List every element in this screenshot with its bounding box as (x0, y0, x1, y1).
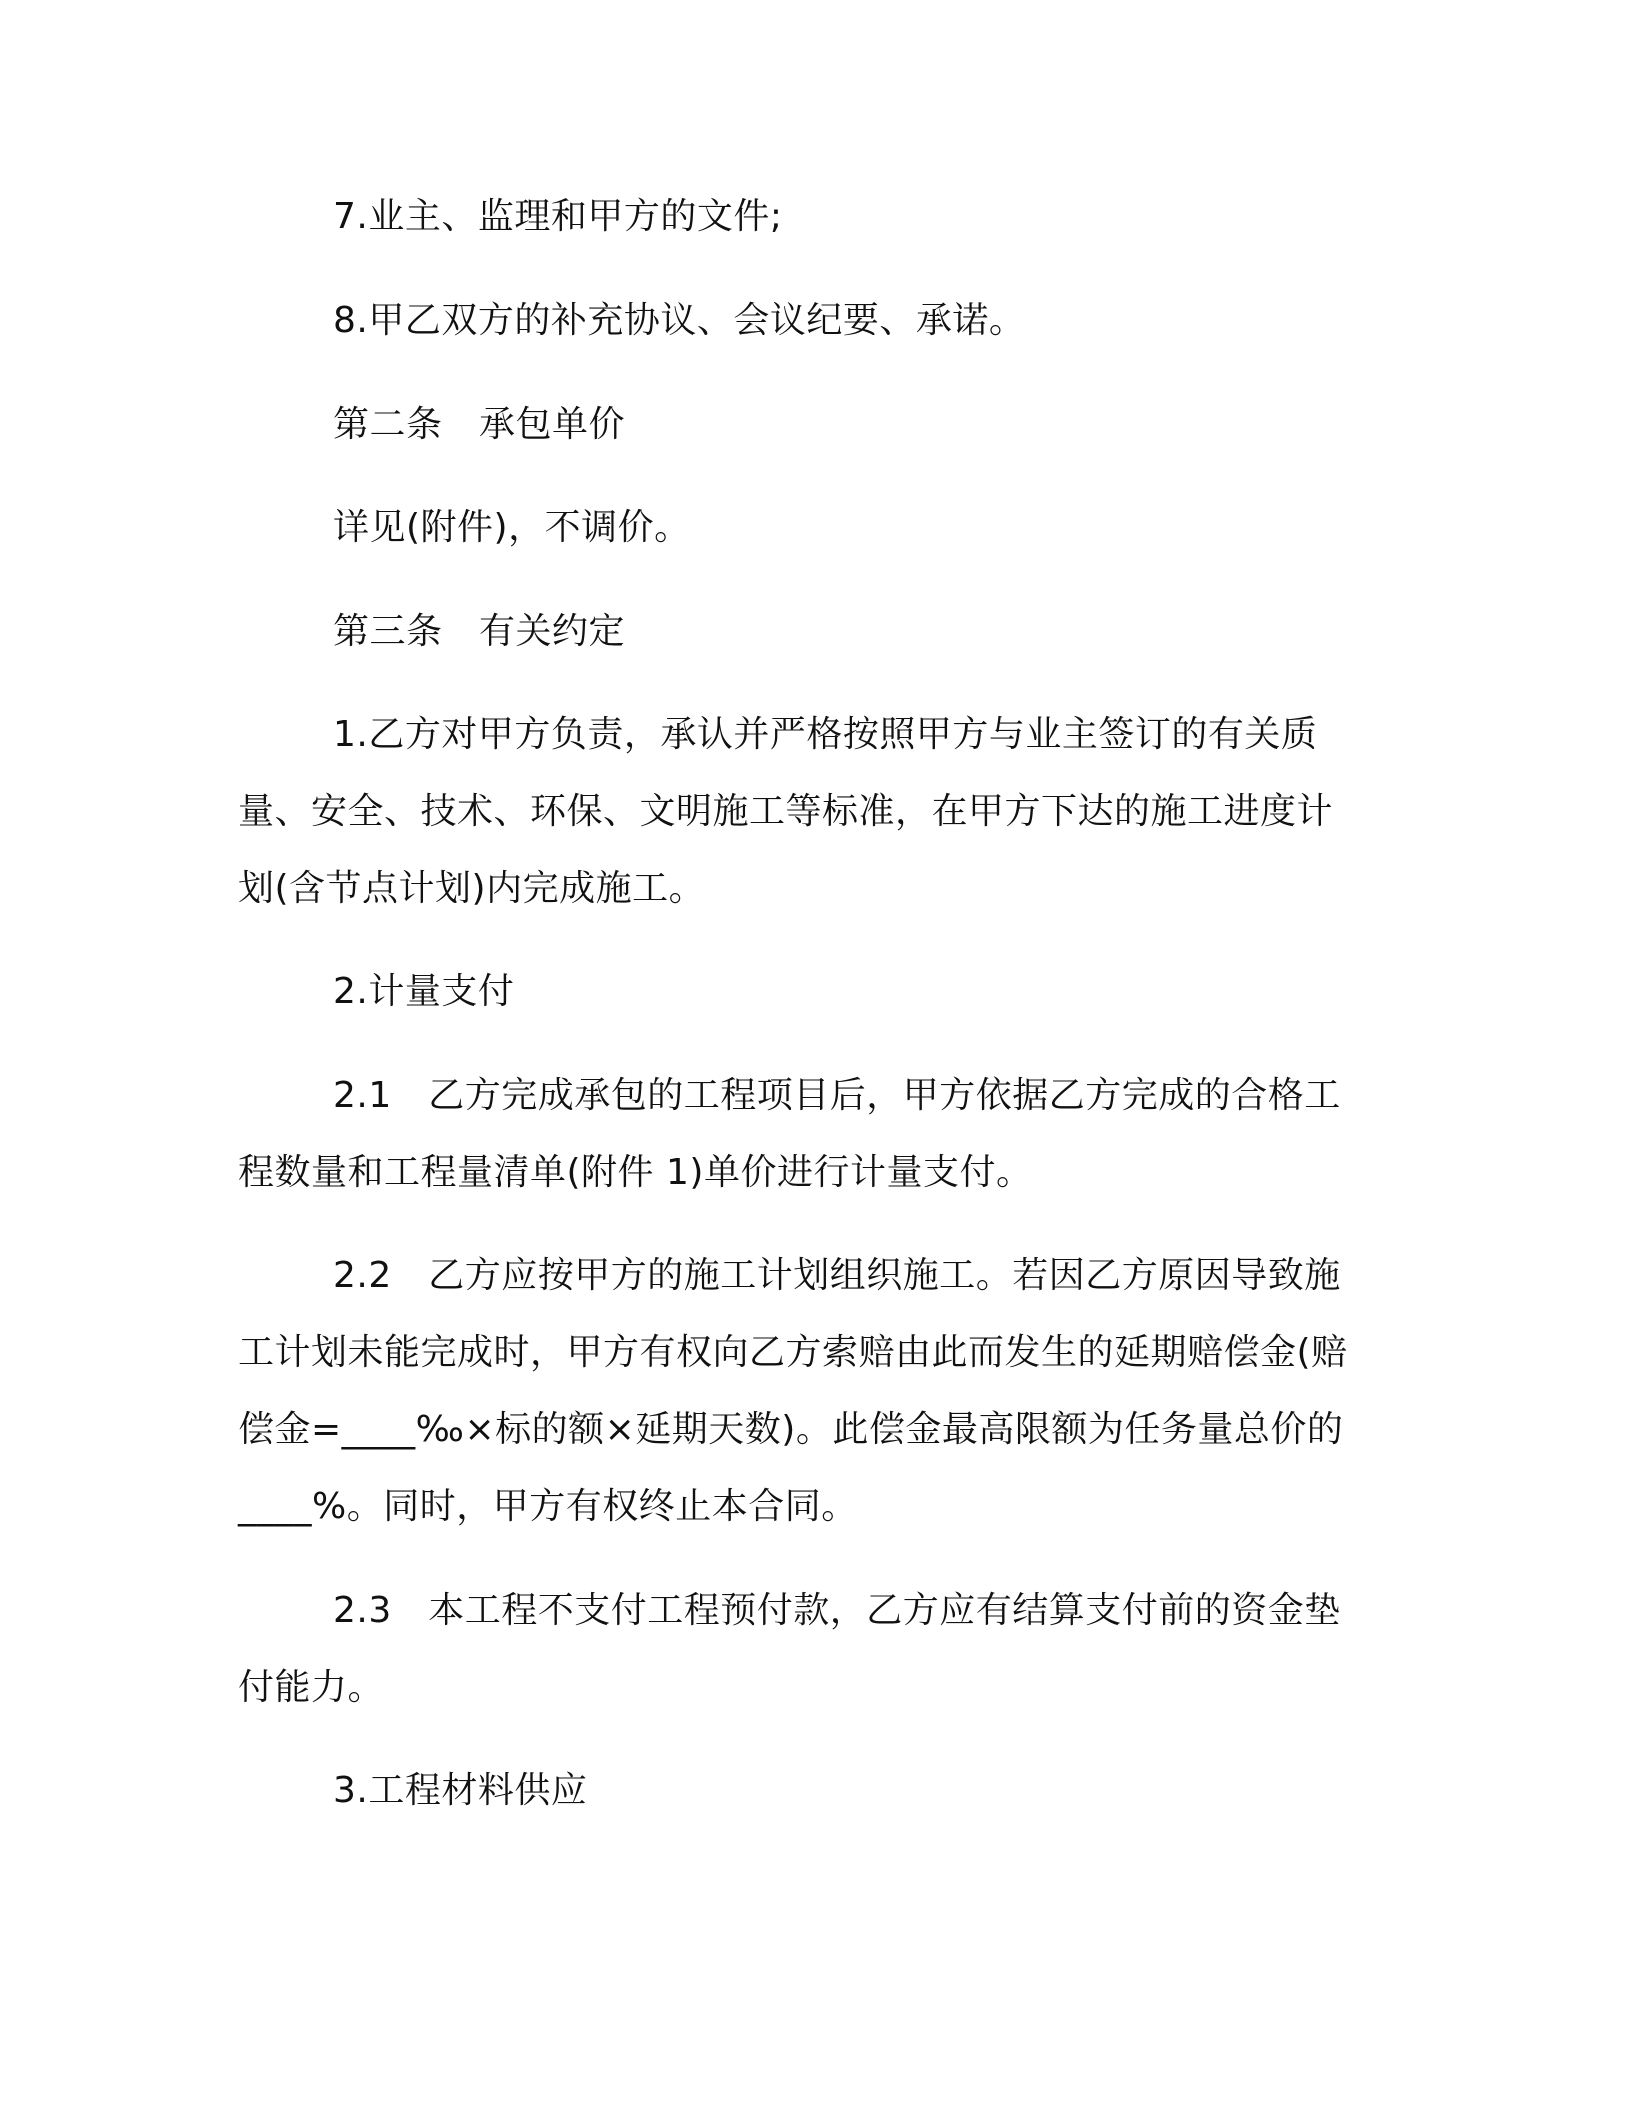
clause-2-2-line-1: 2.2 乙方应按甲方的施工计划组织施工。若因乙方原因导致施 (333, 1255, 1341, 1296)
article-2-heading: 第二条 承包单价 (333, 404, 626, 445)
clause-2-3-line-2: 付能力。 (238, 1667, 385, 1708)
clause-2-2-line-4: ____%。同时，甲方有权终止本合同。 (238, 1486, 858, 1527)
clause-1-line-1: 1.乙方对甲方负责，承认并严格按照甲方与业主签订的有关质 (333, 714, 1318, 755)
article-2-body: 详见(附件)，不调价。 (333, 507, 691, 548)
clause-3-heading: 3.工程材料供应 (333, 1770, 588, 1811)
clause-2-2-line-2: 工计划未能完成时，甲方有权向乙方索赔由此而发生的延期赔偿金(赔 (238, 1332, 1348, 1373)
clause-1-line-2: 量、安全、技术、环保、文明施工等标准，在甲方下达的施工进度计 (238, 791, 1334, 832)
item-8: 8.甲乙双方的补充协议、会议纪要、承诺。 (333, 300, 1026, 341)
clause-2-heading: 2.计量支付 (333, 971, 515, 1012)
item-7: 7.业主、监理和甲方的文件; (333, 196, 783, 237)
clause-2-3-line-1: 2.3 本工程不支付工程预付款，乙方应有结算支付前的资金垫 (333, 1590, 1341, 1631)
clause-2-2-line-3: 偿金=____‰×标的额×延期天数)。此偿金最高限额为任务量总价的 (238, 1409, 1344, 1450)
clause-1-line-3: 划(含节点计划)内完成施工。 (238, 868, 706, 909)
article-3-heading: 第三条 有关约定 (333, 611, 626, 652)
clause-2-1-line-1: 2.1 乙方完成承包的工程项目后，甲方依据乙方完成的合格工 (333, 1075, 1341, 1116)
clause-2-1-line-2: 程数量和工程量清单(附件 1)单价进行计量支付。 (238, 1152, 1033, 1193)
